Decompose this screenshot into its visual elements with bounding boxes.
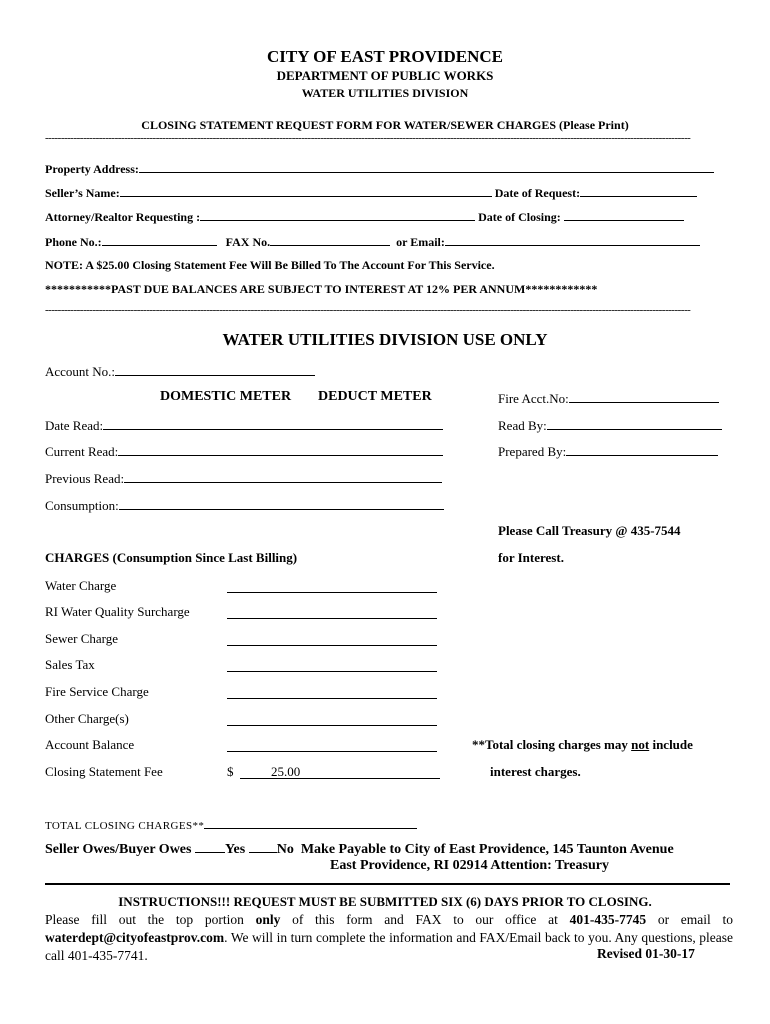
attorney-field[interactable] (200, 208, 475, 221)
date-of-request-label: Date of Request: (494, 186, 581, 200)
department-title: DEPARTMENT OF PUBLIC WORKS (276, 68, 494, 83)
read-by-row (498, 417, 722, 434)
treasury-note-line1: Please Call Treasury @ 435-7544 (498, 523, 681, 538)
fee-note: NOTE: A $25.00 Closing Statement Fee Will Be Billed To The Account For This Service. (45, 258, 495, 272)
instructions-text-4: . We will in turn complete the information and FAX/Email back to you. Any questions, please call 401-435-7741. (45, 930, 733, 963)
total-closing-row (45, 818, 417, 832)
office-email: waterdept@cityofeastprov.com (45, 930, 225, 945)
previous-read-row (45, 470, 442, 487)
date-of-request-field[interactable] (580, 184, 697, 197)
closing-fee-value: 25.00 (271, 764, 301, 779)
prepared-by-field[interactable] (566, 443, 718, 456)
property-address-field[interactable] (139, 160, 714, 173)
divider-top: ------------------------------------------------------------------------------------------------------------------------------------------------------------------------------------------------------------ (45, 132, 691, 144)
date-read-row (45, 417, 443, 434)
phone-field[interactable] (102, 233, 217, 246)
charge-field-sales-tax[interactable] (227, 659, 437, 672)
total-closing-field[interactable] (204, 818, 417, 829)
instructions-text-1: Please fill out the top portion (45, 912, 256, 927)
charge-label-other: Other Charge(s) (45, 711, 129, 726)
total-note-not: not (631, 737, 650, 752)
charge-label-fire-service: Fire Service Charge (45, 684, 149, 699)
fax-label: FAX No. (225, 235, 271, 249)
account-no-label: Account No.: (45, 364, 116, 379)
read-by-label: Read By: (498, 418, 547, 433)
revised-date: Revised 01-30-17 (597, 946, 695, 961)
date-of-closing-field[interactable] (564, 208, 684, 221)
payable-line2: East Providence, RI 02914 Attention: Treasury (330, 858, 609, 873)
charge-field-other[interactable] (227, 713, 437, 726)
consumption-row (45, 497, 444, 514)
current-read-row (45, 443, 443, 460)
current-read-label: Current Read: (45, 444, 119, 459)
total-note-line2: interest charges. (490, 764, 581, 779)
attorney-row (45, 208, 684, 225)
date-read-field[interactable] (103, 417, 443, 430)
charge-label-sales-tax: Sales Tax (45, 657, 95, 672)
sellers-name-label: Seller’s Name: (45, 186, 120, 200)
domestic-meter-heading: DOMESTIC METER (160, 389, 292, 404)
total-note-line1 (472, 737, 693, 753)
sellers-name-row (45, 184, 697, 201)
consumption-label: Consumption: (45, 498, 119, 513)
owes-row (45, 840, 674, 858)
charge-field-account-balance[interactable] (227, 739, 437, 752)
yes-label: Yes (224, 842, 246, 857)
charge-label-ri-water-quality: RI Water Quality Surcharge (45, 604, 190, 619)
form-title: CLOSING STATEMENT REQUEST FORM FOR WATER/SEWER CHARGES (Please Print) (141, 118, 629, 132)
previous-read-field[interactable] (124, 470, 442, 483)
instructions-text-2: of this form and FAX to our office at (280, 912, 570, 927)
account-no-row (45, 363, 315, 380)
total-closing-label: TOTAL CLOSING CHARGES** (45, 820, 205, 832)
no-checkbox[interactable] (249, 840, 277, 853)
divider-middle: ------------------------------------------------------------------------------------------------------------------------------------------------------------------------------------------------------------ (45, 304, 691, 316)
instructions-heading: INSTRUCTIONS!!! REQUEST MUST BE SUBMITTED SIX (6) DAYS PRIOR TO CLOSING. (118, 894, 652, 909)
email-label: or Email: (396, 235, 445, 249)
division-title: WATER UTILITIES DIVISION (301, 86, 469, 100)
charge-label-closing-fee: Closing Statement Fee (45, 764, 163, 779)
charge-field-ri-water-quality[interactable] (227, 606, 437, 619)
payable-line1: Make Payable to City of East Providence, 145 Taunton Avenue (300, 842, 674, 857)
closing-fee-currency: $ (227, 764, 234, 779)
instructions-only: only (255, 912, 281, 927)
charge-field-fire-service[interactable] (227, 686, 437, 699)
deduct-meter-heading: DEDUCT METER (318, 389, 432, 404)
contact-row (45, 233, 700, 250)
treasury-note-line2: for Interest. (498, 550, 564, 565)
total-note-prefix: **Total closing charges may (472, 737, 632, 752)
account-no-field[interactable] (115, 363, 315, 376)
yes-checkbox[interactable] (195, 840, 225, 853)
fire-acct-label: Fire Acct.No: (498, 391, 569, 406)
office-fax-number: 401-435-7745 (569, 912, 647, 927)
owes-label: Seller Owes/Buyer Owes (45, 842, 192, 857)
charges-heading: CHARGES (Consumption Since Last Billing) (45, 550, 298, 565)
property-address-label: Property Address: (45, 162, 139, 176)
total-note-suffix: include (649, 737, 693, 752)
city-title: CITY OF EAST PROVIDENCE (267, 47, 503, 66)
charge-label-sewer: Sewer Charge (45, 631, 119, 646)
read-by-field[interactable] (547, 417, 722, 430)
attorney-label: Attorney/Realtor Requesting : (45, 210, 201, 224)
date-read-label: Date Read: (45, 418, 104, 433)
prepared-by-label: Prepared By: (498, 444, 567, 459)
past-due-note: ***********PAST DUE BALANCES ARE SUBJECT TO INTEREST AT 12% PER ANNUM************ (45, 282, 598, 296)
current-read-field[interactable] (118, 443, 443, 456)
fire-acct-row (498, 390, 719, 407)
divider-bottom (45, 883, 730, 885)
sellers-name-field[interactable] (120, 184, 492, 197)
no-label: No (276, 842, 294, 857)
charge-field-water[interactable] (227, 580, 437, 593)
charge-field-sewer[interactable] (227, 633, 437, 646)
phone-label: Phone No.: (45, 235, 102, 249)
property-address-row (45, 160, 714, 177)
previous-read-label: Previous Read: (45, 471, 125, 486)
fire-acct-field[interactable] (569, 390, 719, 403)
charge-label-water: Water Charge (45, 578, 117, 593)
closing-fee-field[interactable] (240, 766, 440, 779)
consumption-field[interactable] (119, 497, 444, 510)
date-of-closing-label: Date of Closing: (478, 210, 561, 224)
fax-field[interactable] (270, 233, 390, 246)
office-use-heading: WATER UTILITIES DIVISION USE ONLY (222, 330, 548, 349)
charge-label-account-balance: Account Balance (45, 737, 135, 752)
prepared-by-row (498, 443, 718, 460)
instructions-text-3: or email to (646, 912, 734, 927)
email-field[interactable] (445, 233, 700, 246)
